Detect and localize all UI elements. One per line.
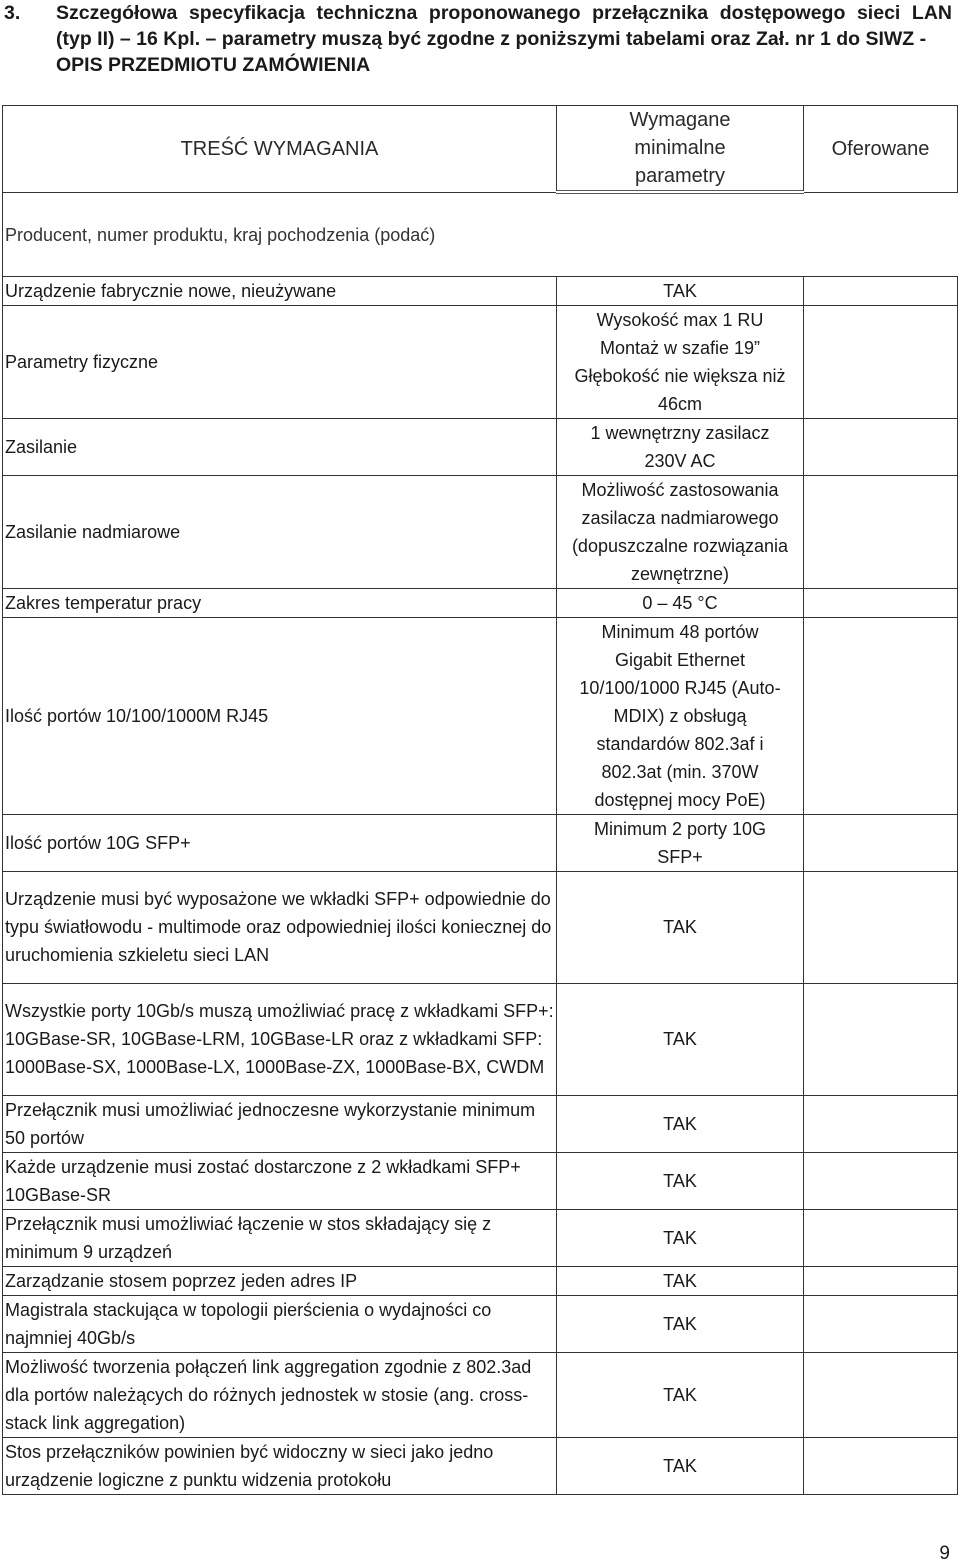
required-parameter: 1 wewnętrzny zasilacz 230V AC (557, 418, 804, 475)
required-parameter: TAK (557, 1152, 804, 1209)
requirement-content: Stos przełączników powinien być widoczny w sieci jako jedno urządzenie logiczne z punktu widzenia protokołu (3, 1437, 557, 1494)
required-parameter: Możliwość zastosowania zasilacza nadmiarowego (dopuszczalne rozwiązania zewnętrzne) (557, 475, 804, 588)
required-parameter: TAK (557, 871, 804, 983)
offered-cell[interactable] (804, 305, 958, 418)
header-offered: Oferowane (804, 106, 958, 193)
required-parameter: Minimum 2 porty 10G SFP+ (557, 814, 804, 871)
table-row (3, 475, 958, 588)
required-parameter: 0 – 45 °C (557, 588, 804, 617)
offered-cell[interactable] (804, 1152, 958, 1209)
requirement-content: Zasilanie nadmiarowe (3, 475, 557, 588)
requirement-content: Możliwość tworzenia połączeń link aggregation zgodnie z 802.3ad dla portów należących do różnych jednostek w stosie (ang. cross-stack link aggregation) (3, 1352, 557, 1437)
offered-cell[interactable] (804, 1352, 958, 1437)
table-row (3, 1095, 958, 1152)
table-row (3, 1437, 958, 1494)
section-number: 3. (4, 2, 21, 24)
requirement-content: Przełącznik musi umożliwiać łączenie w stos składający się z minimum 9 urządzeń (3, 1209, 557, 1266)
table-row (3, 617, 958, 814)
producer-row-label: Producent, numer produktu, kraj pochodzenia (podać) (3, 192, 958, 276)
requirement-content: Każde urządzenie musi zostać dostarczone z 2 wkładkami SFP+ 10GBase-SR (3, 1152, 557, 1209)
offered-cell[interactable] (804, 871, 958, 983)
offered-cell[interactable] (804, 1437, 958, 1494)
required-parameter: TAK (557, 983, 804, 1095)
required-parameter: Wysokość max 1 RU Montaż w szafie 19” Głębokość nie większa niż 46cm (557, 305, 804, 418)
offered-cell[interactable] (804, 1266, 958, 1295)
table-row (3, 1266, 958, 1295)
offered-cell[interactable] (804, 983, 958, 1095)
offered-cell[interactable] (804, 617, 958, 814)
requirement-content: Przełącznik musi umożliwiać jednoczesne wykorzystanie minimum 50 portów (3, 1095, 557, 1152)
required-parameter: TAK (557, 1352, 804, 1437)
offered-cell[interactable] (804, 1095, 958, 1152)
page-number: 9 (939, 1543, 950, 1564)
table-row (3, 276, 958, 305)
offered-cell[interactable] (804, 475, 958, 588)
table-row (3, 1295, 958, 1352)
table-row (3, 814, 958, 871)
requirement-content: Zarządzanie stosem poprzez jeden adres IP (3, 1266, 557, 1295)
required-parameter: TAK (557, 1437, 804, 1494)
table-row (3, 418, 958, 475)
required-parameter: TAK (557, 1095, 804, 1152)
requirement-content: Wszystkie porty 10Gb/s muszą umożliwiać pracę z wkładkami SFP+: 10GBase-SR, 10GBase-LRM, 10GBase-LR oraz z wkładkami SFP: 1000Base-SX, 1000Base-LX, 1000Base-ZX, 1000Base-BX, CWDM (3, 983, 557, 1095)
required-parameter: TAK (557, 1209, 804, 1266)
section-heading (0, 0, 960, 78)
requirement-content: Zakres temperatur pracy (3, 588, 557, 617)
offered-cell[interactable] (804, 418, 958, 475)
table-row (3, 871, 958, 983)
required-parameter: TAK (557, 276, 804, 305)
table-row (3, 305, 958, 418)
offered-cell[interactable] (804, 814, 958, 871)
required-parameter: TAK (557, 1266, 804, 1295)
table-row (3, 588, 958, 617)
table-row (3, 1152, 958, 1209)
requirement-content: Urządzenie fabrycznie nowe, nieużywane (3, 276, 557, 305)
offered-cell[interactable] (804, 1209, 958, 1266)
requirement-content: Ilość portów 10G SFP+ (3, 814, 557, 871)
producer-row (3, 192, 958, 276)
requirement-content: Urządzenie musi być wyposażone we wkładki SFP+ odpowiednie do typu światłowodu - multimode oraz odpowiedniej ilości koniecznej do uruchomienia szkieletu sieci LAN (3, 871, 557, 983)
offered-cell[interactable] (804, 588, 958, 617)
requirement-content: Zasilanie (3, 418, 557, 475)
table-header-row (3, 106, 958, 193)
heading-line-2: (typ II) – 16 Kpl. – parametry muszą być zgodne z poniższymi tabelami oraz Zał. nr 1 do SIWZ - (56, 28, 927, 50)
header-required: Wymagane minimalne parametry (557, 106, 804, 193)
required-parameter: Minimum 48 portów Gigabit Ethernet 10/100/1000 RJ45 (Auto- MDIX) z obsługą standardów 802.3af i 802.3at (min. 370W dostępnej mocy PoE) (557, 617, 804, 814)
table-row (3, 1209, 958, 1266)
heading-line-3: OPIS PRZEDMIOTU ZAMÓWIENIA (56, 54, 371, 76)
offered-cell[interactable] (804, 1295, 958, 1352)
table-row (3, 1352, 958, 1437)
offered-cell[interactable] (804, 276, 958, 305)
specification-table (2, 105, 958, 1495)
requirement-content: Parametry fizyczne (3, 305, 557, 418)
requirement-content: Magistrala stackująca w topologii pierścienia o wydajności co najmniej 40Gb/s (3, 1295, 557, 1352)
required-parameter: TAK (557, 1295, 804, 1352)
table-row (3, 983, 958, 1095)
header-content: TREŚĆ WYMAGANIA (3, 106, 557, 193)
requirement-content: Ilość portów 10/100/1000M RJ45 (3, 617, 557, 814)
heading-line-1: Szczegółowa specyfikacja techniczna proponowanego przełącznika dostępowego sieci LAN (56, 2, 952, 24)
